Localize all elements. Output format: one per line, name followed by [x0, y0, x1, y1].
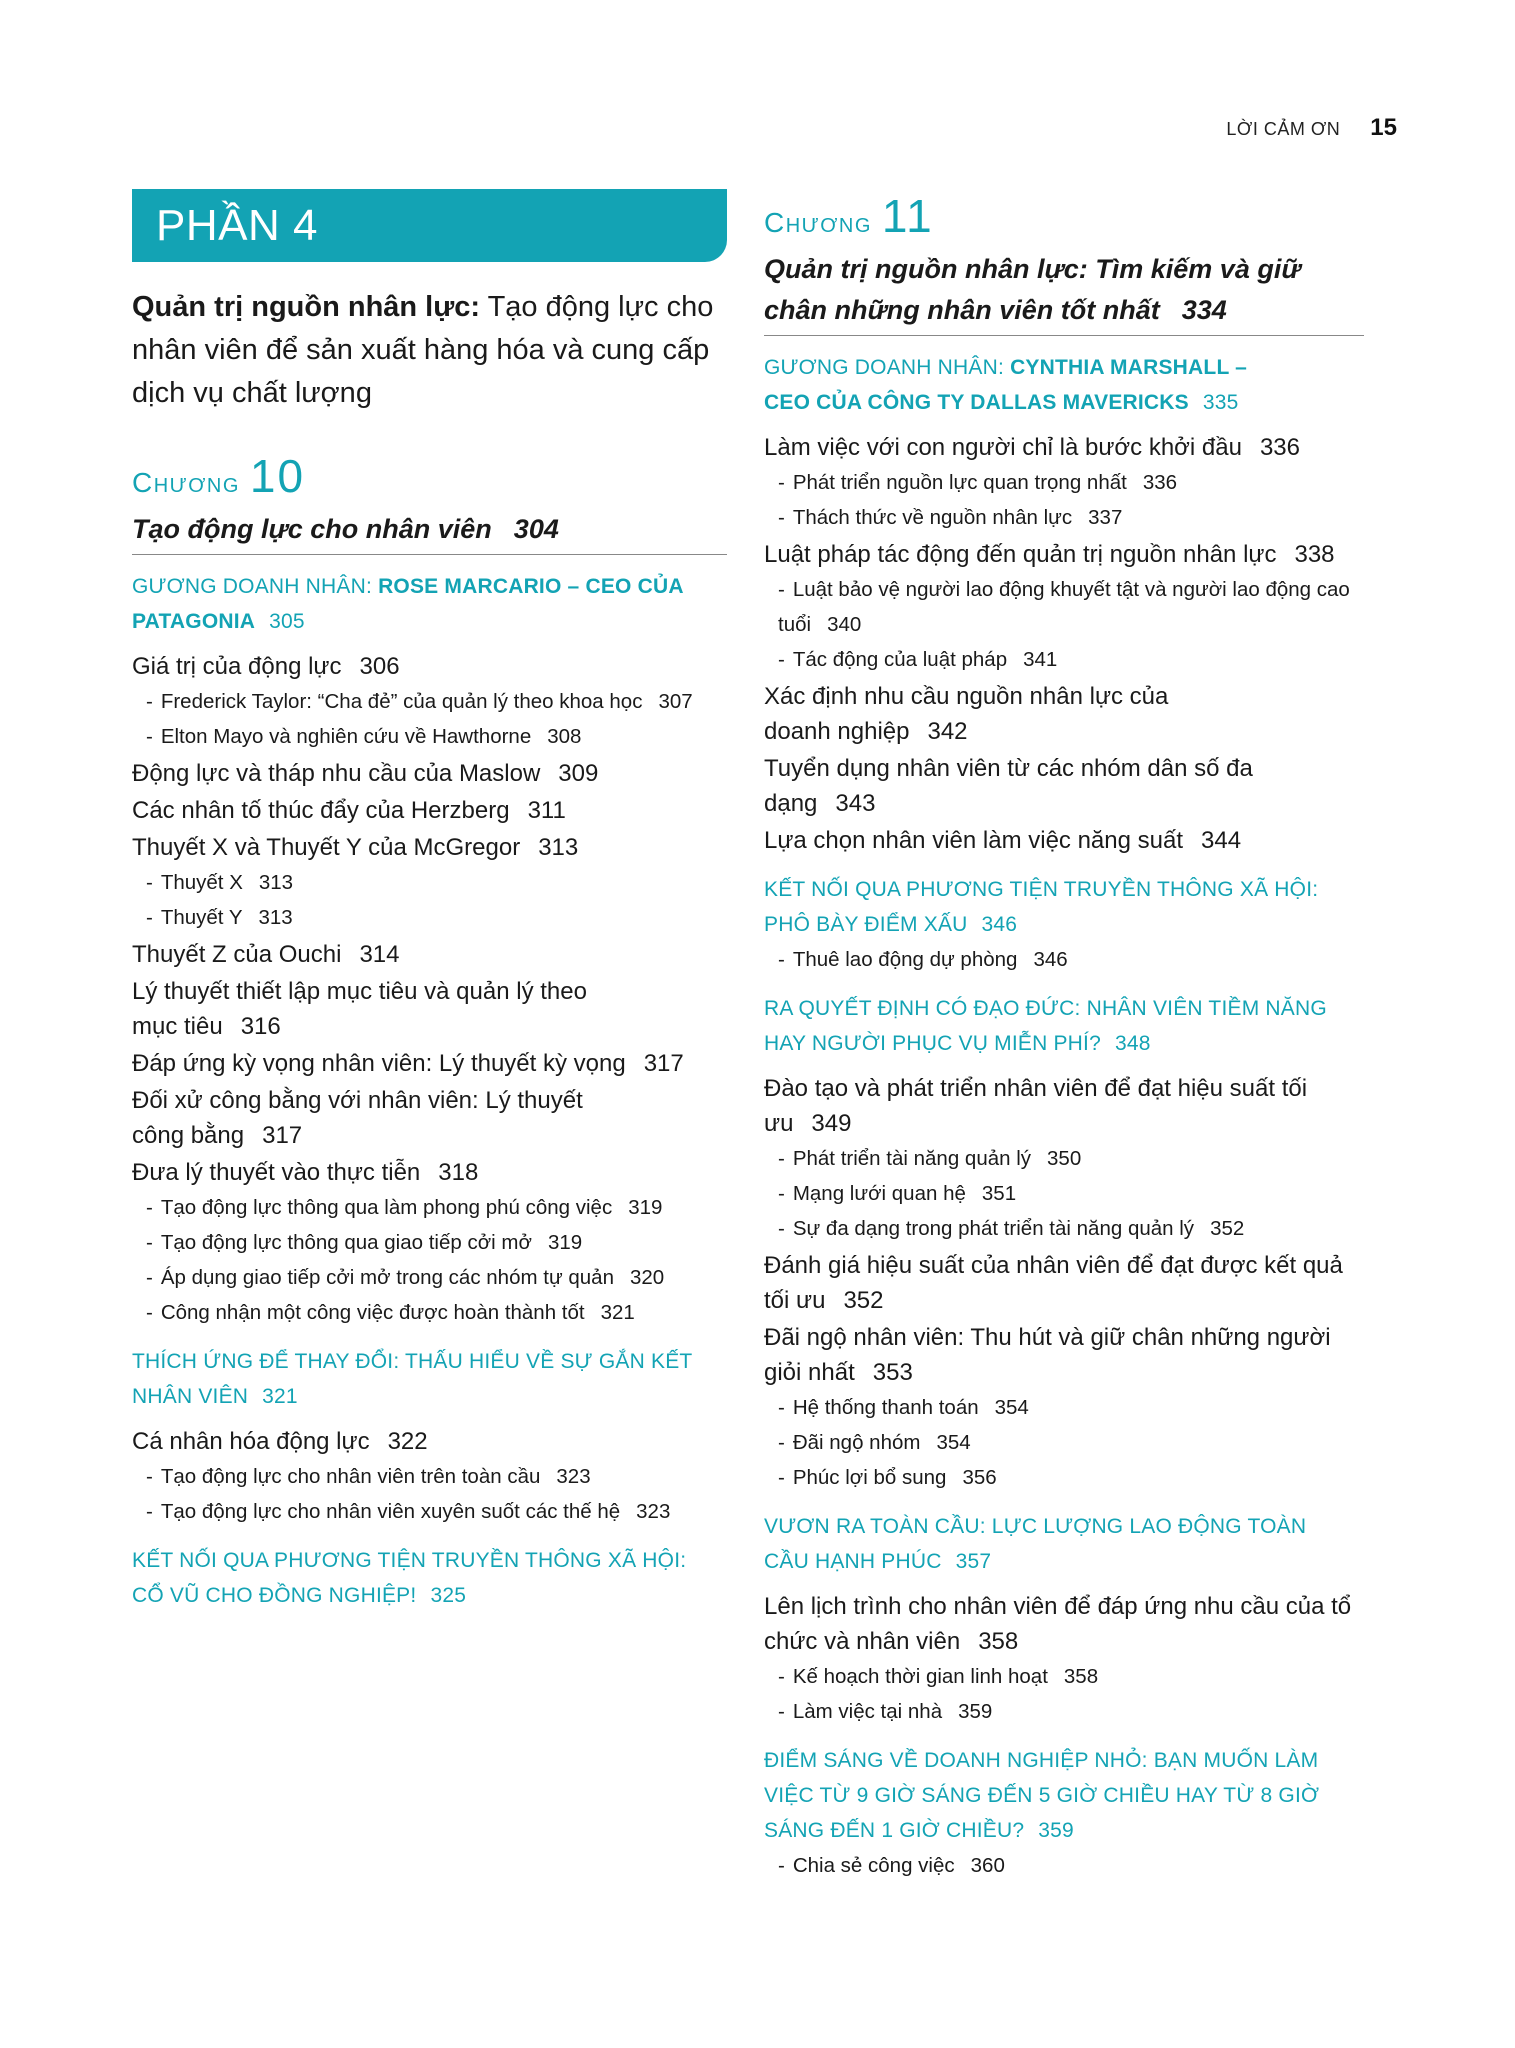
chapter-word: Chương	[764, 207, 872, 238]
toc-entry: Các nhân tố thúc đẩy của Herzberg 311	[132, 797, 566, 824]
toc-subentry: - Hệ thống thanh toán 354	[764, 1390, 1364, 1425]
feature-box-heading: KẾT NỐI QUA PHƯƠNG TIỆN TRUYỀN THÔNG XÃ HỘI: PHÔ BÀY ĐIỂM XẤU 346	[764, 878, 1319, 936]
toc-subentry: - Thuê lao động dự phòng 346	[764, 942, 1364, 977]
right-column	[764, 189, 1364, 1883]
toc-entry: Thuyết Z của Ouchi 314	[132, 941, 400, 968]
feature-page: 305	[269, 610, 305, 633]
toc-subentry: - Áp dụng giao tiếp cởi mở trong các nhóm tự quản 320	[132, 1260, 727, 1295]
toc-subentry: - Đãi ngộ nhóm 354	[764, 1425, 1364, 1460]
toc-subentry: - Chia sẻ công việc 360	[764, 1848, 1364, 1883]
toc-entry: Đánh giá hiệu suất của nhân viên để đạt được kết quả tối ưu 352	[764, 1252, 1343, 1314]
feature-box-heading: VƯƠN RA TOÀN CẦU: LỰC LƯỢNG LAO ĐỘNG TOÀN CẦU HẠNH PHÚC 357	[764, 1515, 1307, 1573]
chapter-heading	[764, 189, 1364, 243]
toc-entry: Tuyển dụng nhân viên từ các nhóm dân số đa dạng 343	[764, 755, 1253, 817]
toc-subentry: - Mạng lưới quan hệ 351	[764, 1176, 1364, 1211]
feature-label: GƯƠNG DOANH NHÂN:	[132, 575, 379, 598]
toc-subentry: - Tạo động lực thông qua giao tiếp cởi mở 319	[132, 1225, 727, 1260]
chapter-title	[132, 509, 727, 555]
toc-subentry: - Phúc lợi bổ sung 356	[764, 1460, 1364, 1495]
toc-entry: Lựa chọn nhân viên làm việc năng suất 344	[764, 827, 1242, 854]
toc-subentry: - Làm việc tại nhà 359	[764, 1694, 1364, 1729]
part-desc-rest: Tạo động lực cho nhân viên để sản xuất hàng hóa và cung cấp dịch vụ chất lượng	[132, 291, 714, 409]
feature-box-heading: GƯƠNG DOANH NHÂN: CYNTHIA MARSHALL – CEO CỦA CÔNG TY DALLAS MAVERICKS 335	[764, 356, 1248, 414]
chapter-number: 10	[249, 450, 306, 502]
running-head	[1226, 114, 1397, 142]
toc-subentry: - Tác động của luật pháp 341	[764, 642, 1364, 677]
toc-entry: Lý thuyết thiết lập mục tiêu và quản lý theo mục tiêu 316	[132, 978, 587, 1040]
toc-subentry: - Thuyết Y 313	[132, 900, 727, 935]
page-number: 15	[1370, 114, 1397, 141]
feature-box-heading: KẾT NỐI QUA PHƯƠNG TIỆN TRUYỀN THÔNG XÃ HỘI: CỔ VŨ CHO ĐỒNG NGHIỆP! 325	[132, 1549, 687, 1607]
toc-entry: Luật pháp tác động đến quản trị nguồn nhân lực 338	[764, 541, 1335, 568]
toc-subentry: - Luật bảo vệ người lao động khuyết tật và người lao động cao tuổi 340	[764, 572, 1364, 642]
toc-subentry: - Kế hoạch thời gian linh hoạt 358	[764, 1659, 1364, 1694]
chapter-number: 11	[881, 190, 934, 242]
chapter-word: Chương	[132, 467, 240, 498]
feature-box-heading: ĐIỂM SÁNG VỀ DOANH NGHIỆP NHỎ: BẠN MUỐN LÀM VIỆC TỪ 9 GIỜ SÁNG ĐẾN 5 GIỜ CHIỀU HAY TỪ 8 GIỜ SÁNG ĐẾN 1 GIỜ CHIỀU? 359	[764, 1749, 1320, 1842]
toc-entry: Động lực và tháp nhu cầu của Maslow 309	[132, 760, 599, 787]
feature-subject: ROSE MARCARIO – CEO CỦA PATAGONIA	[132, 575, 683, 633]
toc-entry: Lên lịch trình cho nhân viên để đáp ứng nhu cầu của tổ chức và nhân viên 358	[764, 1593, 1352, 1655]
feature-box-heading: THÍCH ỨNG ĐỂ THAY ĐỔI: THẤU HIỂU VỀ SỰ GẮN KẾT NHÂN VIÊN 321	[132, 1350, 693, 1408]
toc-entry: Thuyết X và Thuyết Y của McGregor 313	[132, 834, 579, 861]
chapter-page: 334	[1181, 295, 1227, 325]
toc-entry: Đối xử công bằng với nhân viên: Lý thuyết công bằng 317	[132, 1087, 583, 1149]
toc-subentry: - Thách thức về nguồn nhân lực 337	[764, 500, 1364, 535]
part-description	[132, 286, 727, 415]
chapter-title-text: Quản trị nguồn nhân lực: Tìm kiếm và giữ chân những nhân viên tốt nhất	[764, 254, 1301, 325]
chapter-title-text: Tạo động lực cho nhân viên	[132, 514, 492, 544]
toc-subentry: - Tạo động lực thông qua làm phong phú công việc 319	[132, 1190, 727, 1225]
toc-subentry: - Thuyết X 313	[132, 865, 727, 900]
toc-entry: Đào tạo và phát triển nhân viên để đạt hiệu suất tối ưu 349	[764, 1075, 1308, 1137]
toc-entry: Cá nhân hóa động lực 322	[132, 1428, 428, 1455]
toc-subentry: - Công nhận một công việc được hoàn thành tốt 321	[132, 1295, 727, 1330]
toc-subentry: - Sự đa dạng trong phát triển tài năng quản lý 352	[764, 1211, 1364, 1246]
toc-entry: Đáp ứng kỳ vọng nhân viên: Lý thuyết kỳ vọng 317	[132, 1050, 684, 1077]
toc-entry: Xác định nhu cầu nguồn nhân lực của doanh nghiệp 342	[764, 683, 1169, 745]
part-label: PHẦN 4	[156, 200, 318, 250]
part-desc-bold: Quản trị nguồn nhân lực:	[132, 291, 481, 323]
running-title: LỜI CẢM ƠN	[1226, 119, 1341, 139]
toc-subentry: - Frederick Taylor: “Cha đẻ” của quản lý theo khoa học 307	[132, 684, 727, 719]
toc-subentry: - Phát triển tài năng quản lý 350	[764, 1141, 1364, 1176]
toc-subentry: - Phát triển nguồn lực quan trọng nhất 336	[764, 465, 1364, 500]
toc-entry: Làm việc với con người chỉ là bước khởi đầu 336	[764, 434, 1300, 461]
toc-entry: Đãi ngộ nhân viên: Thu hút và giữ chân những người giỏi nhất 353	[764, 1324, 1331, 1386]
toc-entry: Đưa lý thuyết vào thực tiễn 318	[132, 1159, 479, 1186]
part-banner	[132, 189, 727, 262]
left-column	[132, 189, 727, 1613]
feature-box-heading	[132, 569, 727, 639]
toc-subentry: - Elton Mayo và nghiên cứu về Hawthorne 308	[132, 719, 727, 754]
toc-entry: Giá trị của động lực 306	[132, 653, 400, 680]
chapter-heading	[132, 449, 727, 503]
chapter-page: 304	[513, 514, 559, 544]
feature-box-heading: RA QUYẾT ĐỊNH CÓ ĐẠO ĐỨC: NHÂN VIÊN TIỀM NĂNG HAY NGƯỜI PHỤC VỤ MIỄN PHÍ? 348	[764, 997, 1327, 1055]
chapter-title	[764, 249, 1364, 336]
toc-subentry: - Tạo động lực cho nhân viên trên toàn cầu 323	[132, 1459, 727, 1494]
toc-subentry: - Tạo động lực cho nhân viên xuyên suốt các thế hệ 323	[132, 1494, 727, 1529]
